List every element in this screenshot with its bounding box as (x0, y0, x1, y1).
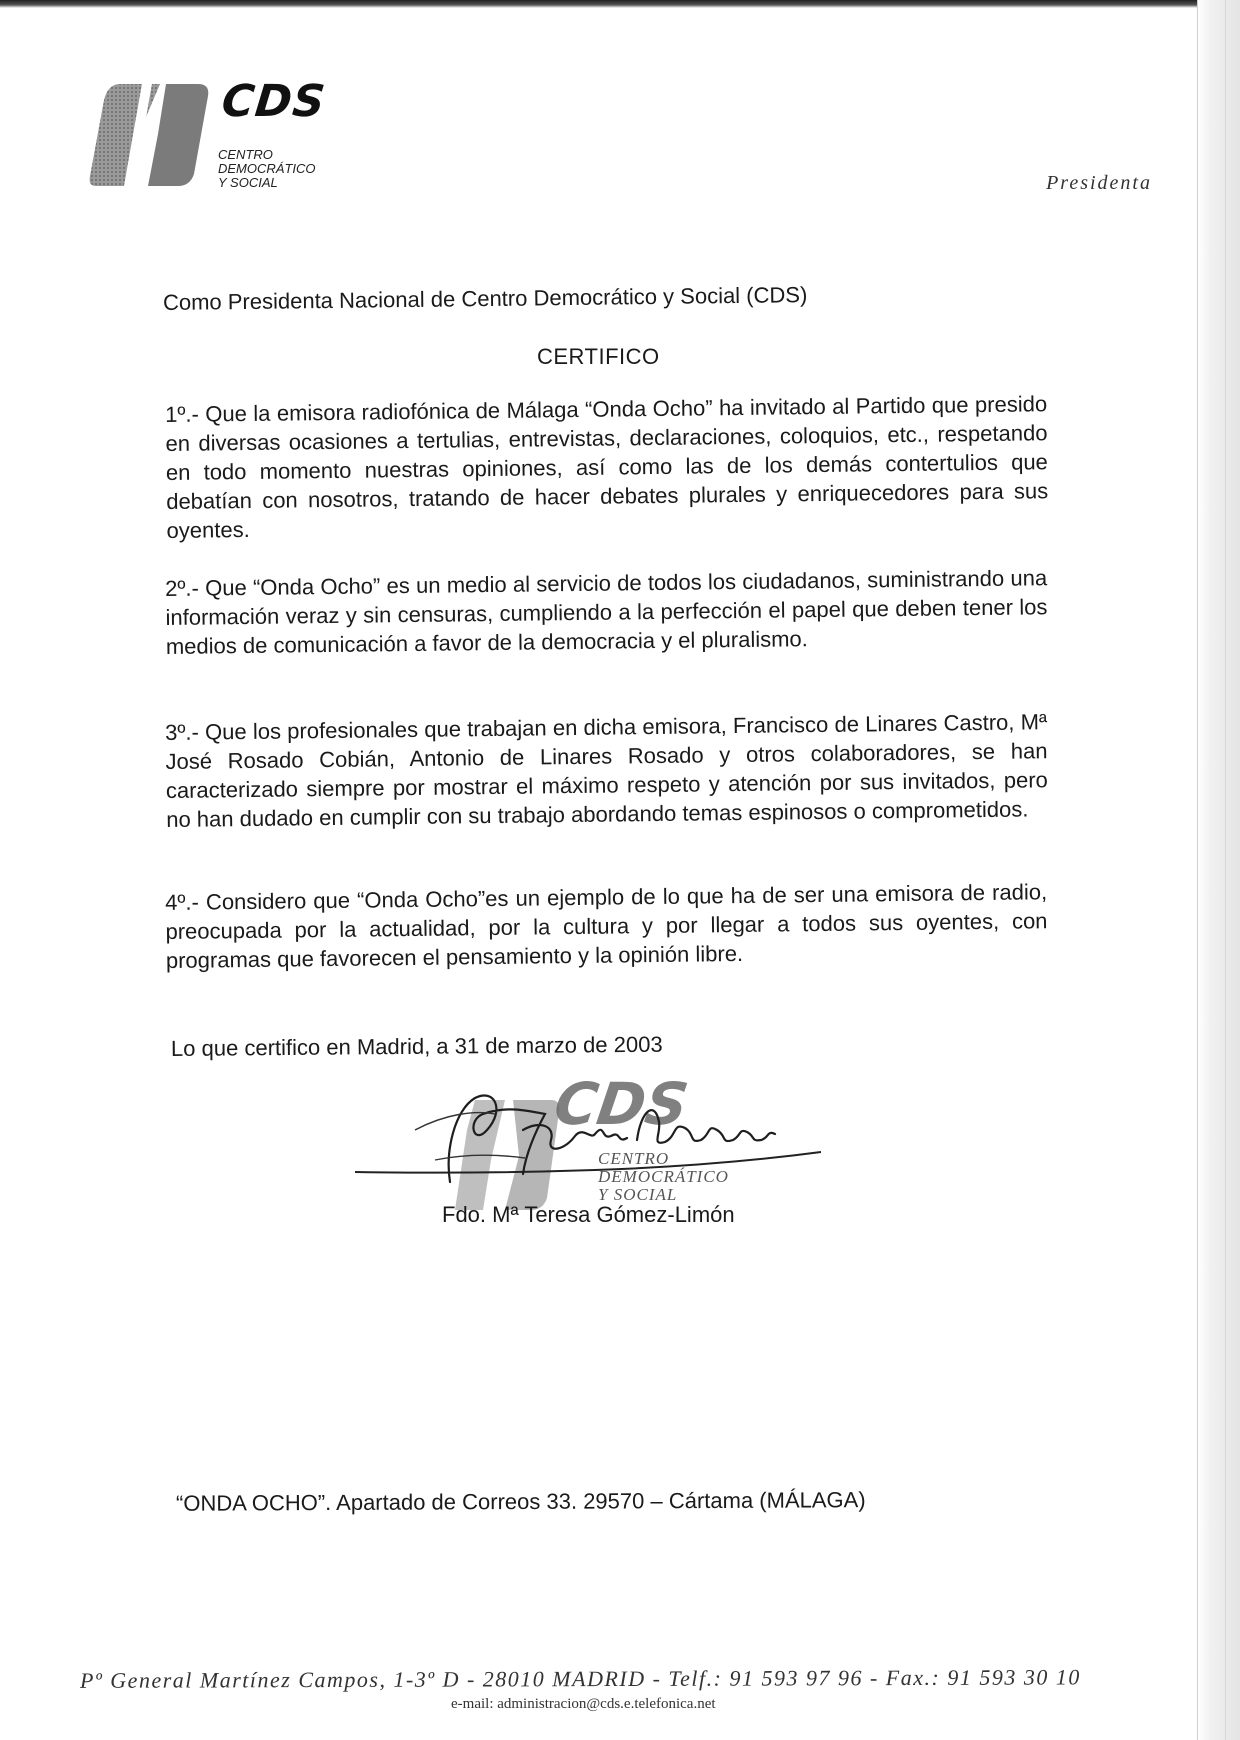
paragraph-text: 3º.- Que los profesionales que trabajan en dicha emisora, Francisco de Linares Castro, Mª José Rosado Cobián, Antonio de Linares Rosado y otros colaboradores, se han caracterizado siempre por mostrar el máximo respeto y atención por sus invitados, pero no han dudado en cumplir con su trabajo abordando temas espinosos o comprometidos. (165, 709, 1048, 832)
logo-name-line: CENTRO (218, 147, 273, 162)
logo-name-line: Y SOCIAL (218, 175, 278, 190)
paragraph-text: 1º.- Que la emisora radiofónica de Málaga “Onda Ocho” ha invitado al Partido que presido en diversas ocasiones a tertulias, entrevistas, declaraciones, coloquios, etc., respetando en todo momento nuestras opiniones, así como las de los demás contertulios que debatían con nosotros, tratando de hacer debates plurales y enriquecedores para sus oyentes. (165, 391, 1049, 543)
recipient-address: “ONDA OCHO”. Apartado de Correos 33. 29570 – Cártama (MÁLAGA) (175, 1487, 866, 1516)
closing-line: Lo que certifico en Madrid, a 31 de marzo de 2003 (170, 1031, 663, 1061)
stamp-name-line: CENTRO (598, 1149, 670, 1168)
cds-logo (86, 78, 346, 198)
scan-edge-right (1197, 0, 1240, 1740)
stamp-name-line: DEMOCRÁTICO (598, 1167, 729, 1186)
stamp-name-line: Y SOCIAL (598, 1185, 678, 1204)
scan-edge-top (0, 0, 1240, 8)
signed-by: Fdo. Mª Teresa Gómez-Limón (442, 1202, 735, 1227)
paragraph-text: 4º.- Considero que “Onda Ocho”es un ejemplo de lo que ha de ser una emisora de radio, preocupada por la actualidad, por la cultura y por llegar a todos sus oyentes, con programas que favorecen el pensamiento y la opinión libre. (165, 879, 1048, 973)
paragraph-3 (165, 707, 1048, 834)
footer-address: Pº General Martínez Campos, 1-3º D - 28010 MADRID - Telf.: 91 593 97 96 - Fax.: 91 593 30 10 (79, 1664, 1081, 1693)
intro-line: Como Presidenta Nacional de Centro Democrático y Social (CDS) (162, 282, 808, 315)
paragraph-2 (165, 563, 1048, 661)
logo-name (218, 148, 316, 190)
paragraph-4 (165, 877, 1048, 975)
paragraph-text: 2º.- Que “Onda Ocho” es un medio al servicio de todos los ciudadanos, suministrando una información veraz y sin censuras, cumpliendo a la perfección el papel que deben tener los medios de comunicación a favor de la democracia y el pluralismo. (165, 565, 1048, 659)
footer-email: e-mail: administracion@cds.e.telefonica.net (451, 1696, 716, 1712)
stamp-acronym: CDS (550, 1070, 693, 1138)
cds-logo-mark-icon (86, 78, 216, 198)
logo-acronym: CDS (219, 76, 329, 127)
header-role: Presidenta (1046, 172, 1152, 194)
logo-name-line: DEMOCRÁTICO (218, 161, 316, 176)
paragraph-1 (165, 389, 1049, 545)
certifico-heading: CERTIFICO (537, 344, 660, 369)
